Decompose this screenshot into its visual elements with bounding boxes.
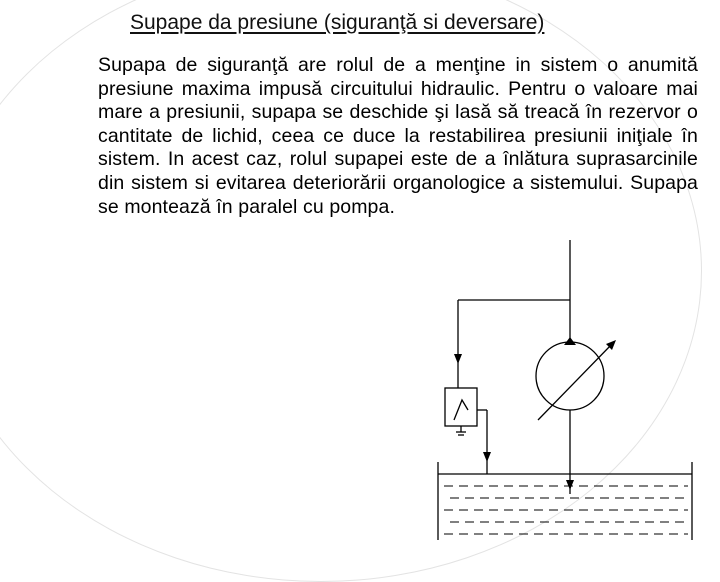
return-arrowhead [483, 452, 491, 462]
tank-fluid-dashes [444, 486, 688, 534]
valve-inlet-arrowhead [454, 354, 462, 364]
variable-arrow-line [538, 344, 612, 420]
slide-title: Supape da presiune (siguranţă si deversare) [130, 11, 545, 34]
slide-body-text: Supapa de siguranţă are rolul de a menţine in sistem o anumită presiune maxima impusă circuitului hidraulic. Pentru o valoare mai mare a presiunii, supapa se deschide şi lasă să treacă în rezervor o cantitate de lichid, ceea ce duce la restabilirea presiunii iniţiale în sistem. In acest caz, rolul supapei este de a înlătura suprasarcinile din sistem si evitarea deteriorării organologice a sistemului. Supapa se montează în paralel cu pompa. [98, 54, 698, 218]
hydraulic-circuit-diagram [430, 240, 700, 540]
valve-arrow [454, 400, 468, 420]
safety-valve [445, 388, 477, 426]
diagram-svg [430, 240, 700, 540]
suction-arrowhead [566, 480, 574, 490]
pump-direction-triangle [564, 337, 576, 345]
pump-circle [536, 342, 604, 410]
